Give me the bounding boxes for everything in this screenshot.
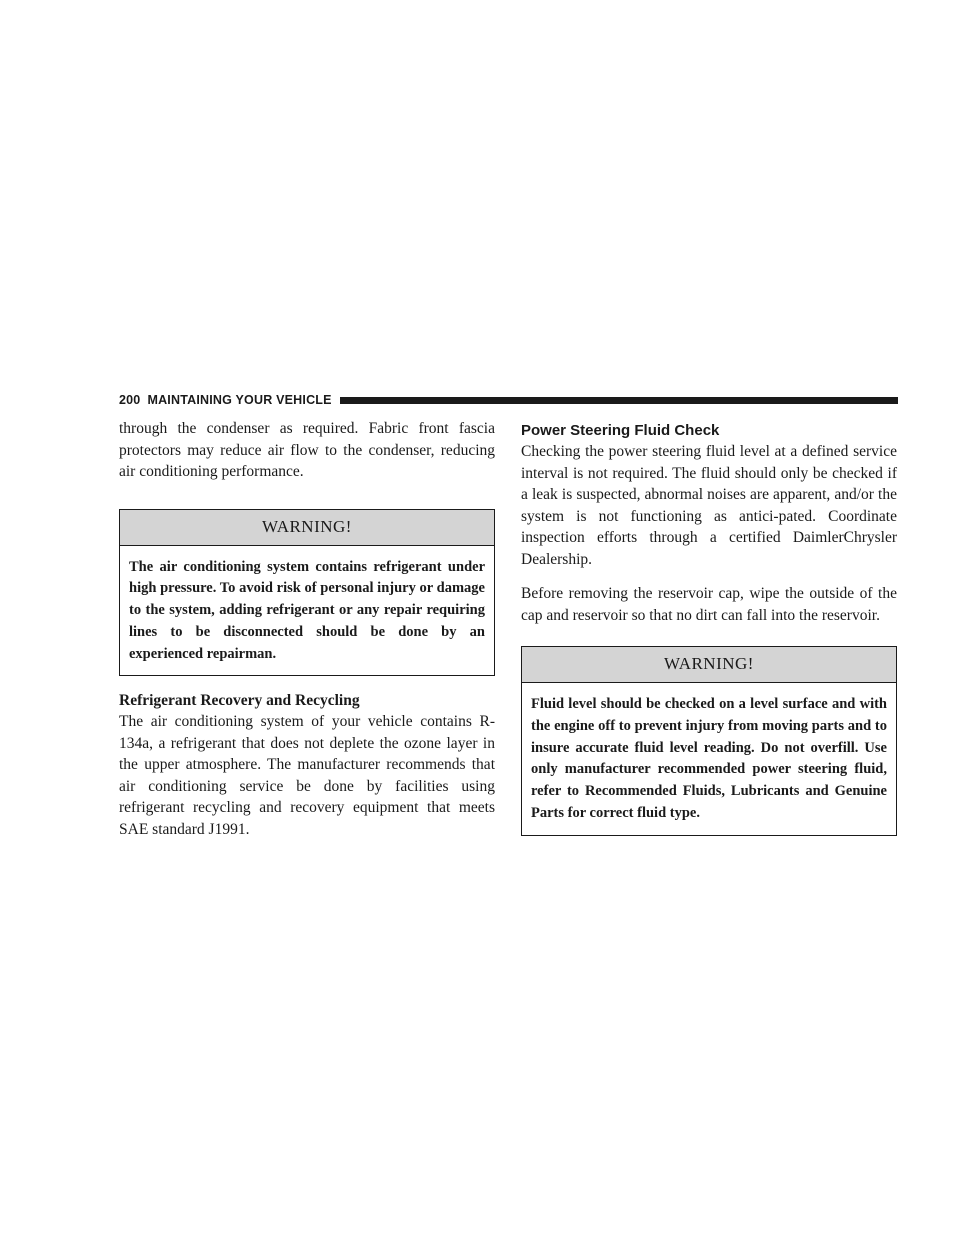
page-number: 200: [119, 393, 141, 407]
refrigerant-paragraph: The air conditioning system of your vehicle contains R-134a, a refrigerant that does not deplete the ozone layer in the upper atmosphere. The manufacturer recommends that air conditioning service be done by facilities using refrigerant recycling and recovery equipment that meets SAE standard J1991.: [119, 713, 495, 838]
right-column: [521, 418, 897, 836]
refrigerant-heading: Refrigerant Recovery and Recycling: [119, 692, 360, 710]
warning-title: WARNING!: [522, 647, 896, 683]
header-rule: [340, 397, 898, 404]
power-steering-paragraph-2: Before removing the reservoir cap, wipe the outside of the cap and reservoir so that no dirt can fall into the reservoir.: [521, 585, 897, 624]
fluid-warning-box: [521, 646, 897, 836]
section-title: MAINTAINING YOUR VEHICLE: [147, 393, 332, 407]
left-column: [119, 418, 495, 840]
power-steering-paragraph-1: Checking the power steering fluid level at a defined service interval is not required. The fluid should only be checked if a leak is suspected, abnormal noises are apparent, and/or the system is not functioning as antici-pated. Coordinate inspection efforts through a certified DaimlerChrysler Dealership.: [521, 443, 897, 568]
intro-paragraph: through the condenser as required. Fabric front fascia protectors may reduce air flow to the condenser, reducing air conditioning performance.: [119, 420, 495, 480]
page-header: [119, 391, 898, 409]
warning-title: WARNING!: [120, 510, 494, 546]
warning-text: Fluid level should be checked on a level surface and with the engine off to prevent injury from moving parts and to insure accurate fluid level reading. Do not overfill. Use only manufacturer recommended power steering fluid, refer to Recommended Fluids, Lubricants and Genuine Parts for correct fluid type.: [531, 696, 887, 821]
power-steering-heading: Power Steering Fluid Check: [521, 422, 720, 439]
ac-warning-box: [119, 509, 495, 677]
warning-text: The air conditioning system contains refrigerant under high pressure. To avoid risk of personal injury or damage to the system, adding refrigerant or any repair requiring lines to be disconnected should be done by an experienced repairman.: [129, 558, 485, 662]
